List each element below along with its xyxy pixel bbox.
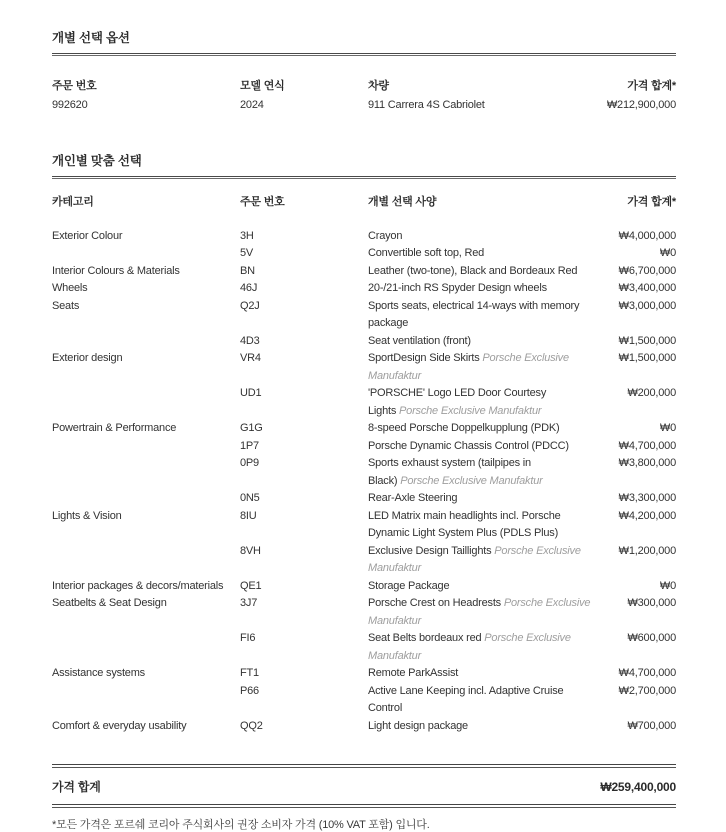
option-desc: 8-speed Porsche Doppelkupplung (PDK) [368, 422, 560, 434]
option-code: 1P7 [240, 439, 259, 452]
grand-total-row [52, 768, 676, 804]
option-desc: Porsche Crest on Headrests [368, 597, 501, 609]
section-title-individual-options: 개별 선택 옵션 [52, 31, 130, 45]
option-manufaktur-tag: Porsche Exclusive Manufaktur [368, 544, 581, 574]
option-desc-cell [368, 245, 592, 263]
option-category: Powertrain & Performance [52, 422, 177, 434]
option-desc-cell [368, 385, 592, 420]
option-desc-cell [368, 665, 592, 683]
option-price: ₩4,000,000 [618, 229, 676, 242]
option-desc: 'PORSCHE' Logo LED Door Courtesy Lights [368, 387, 547, 417]
vehicle-name-value: 911 Carrera 4S Cabriolet [368, 98, 485, 111]
section-divider [52, 53, 676, 56]
grand-total-label: 가격 합계 [52, 780, 101, 794]
option-row [52, 630, 676, 665]
option-price: ₩0 [659, 247, 676, 259]
option-desc-cell [368, 333, 592, 351]
option-desc: Leather (two-tone), Black and Bordeaux Red [368, 264, 578, 277]
option-desc-cell [368, 438, 592, 456]
option-category: Assistance systems [52, 667, 145, 679]
option-price: ₩1,500,000 [618, 334, 676, 347]
option-price: ₩4,700,000 [618, 439, 676, 452]
option-category: Interior packages & decors/materials [52, 579, 224, 592]
option-desc: Sports exhaust system (tailpipes in Black) [368, 457, 531, 487]
option-desc-cell [368, 543, 592, 578]
option-price: ₩3,000,000 [618, 299, 676, 312]
vehicle-summary-data-row [52, 97, 676, 115]
option-code: FT1 [240, 667, 259, 679]
option-price: ₩700,000 [627, 719, 676, 732]
options-table-body [52, 228, 676, 736]
option-code: QE1 [240, 579, 262, 592]
option-code: P66 [240, 684, 259, 697]
option-desc-cell [368, 280, 592, 298]
option-code: FI6 [240, 632, 256, 644]
option-desc: Porsche Dynamic Chassis Control (PDCC) [368, 439, 569, 452]
order-number-value: 992620 [52, 98, 88, 111]
section-title-custom-options: 개인별 맞춤 선택 [52, 154, 142, 168]
option-code: Q2J [240, 299, 260, 312]
option-price: ₩6,700,000 [618, 264, 676, 277]
option-desc: Seat ventilation (front) [368, 334, 471, 347]
option-code: 0P9 [240, 457, 259, 469]
option-desc-cell [368, 228, 592, 246]
option-manufaktur-tag: Porsche Exclusive Manufaktur [368, 597, 591, 627]
option-desc-cell [368, 298, 592, 333]
option-desc-cell [368, 420, 592, 438]
option-desc: Convertible soft top, Red [368, 247, 485, 259]
col-header-category: 카테고리 [52, 196, 94, 208]
model-year-value: 2024 [240, 98, 264, 111]
option-desc: LED Matrix main headlights incl. Porsche Dynamic Light System Plus (PDLS Plus) [368, 509, 561, 539]
option-code: 8VH [240, 544, 261, 557]
option-code: BN [240, 264, 255, 277]
totals-divider-bottom [52, 804, 676, 808]
option-row [52, 665, 676, 683]
col-header-order-number: 주문 번호 [52, 80, 97, 92]
option-code: 8IU [240, 509, 257, 522]
option-row [52, 683, 676, 718]
col-header-price-total: 가격 합계* [627, 80, 676, 92]
option-desc: Active Lane Keeping incl. Adaptive Cruise Control [368, 684, 564, 714]
col-header-option-code: 주문 번호 [240, 196, 285, 208]
section-vehicle-summary [52, 28, 676, 114]
option-code: UD1 [240, 387, 262, 399]
option-category: Wheels [52, 282, 88, 294]
option-category: Exterior design [52, 352, 123, 364]
vehicle-price-value: ₩212,900,000 [606, 98, 676, 111]
option-row [52, 280, 676, 298]
options-table-header-row [52, 194, 676, 212]
option-desc: Rear-Axle Steering [368, 492, 458, 504]
option-price: ₩3,300,000 [618, 492, 676, 504]
option-row [52, 718, 676, 736]
option-row [52, 508, 676, 543]
option-row [52, 245, 676, 263]
section-divider [52, 176, 676, 179]
option-code: G1G [240, 422, 263, 434]
option-price: ₩3,400,000 [618, 282, 676, 294]
option-row [52, 543, 676, 578]
option-row [52, 420, 676, 438]
option-manufaktur-tag: Porsche Exclusive Manufaktur [397, 474, 543, 487]
option-price: ₩0 [659, 422, 676, 434]
option-row [52, 350, 676, 385]
grand-total-value: ₩259,400,000 [600, 779, 676, 794]
option-row [52, 490, 676, 508]
option-row [52, 385, 676, 420]
option-code: 0N5 [240, 492, 260, 504]
option-row [52, 455, 676, 490]
option-desc-cell [368, 595, 592, 630]
option-code: QQ2 [240, 719, 263, 732]
option-desc: Sports seats, electrical 14-ways with memory package [368, 299, 580, 329]
option-code: 3J7 [240, 597, 258, 609]
option-desc-cell [368, 455, 592, 490]
option-price: ₩0 [659, 579, 676, 592]
option-price: ₩200,000 [627, 387, 676, 399]
option-desc-cell [368, 630, 592, 665]
option-category: Comfort & everyday usability [52, 719, 187, 732]
option-desc-cell [368, 578, 592, 596]
option-code: VR4 [240, 352, 261, 364]
col-header-option-desc: 개별 선택 사양 [368, 196, 437, 208]
option-manufaktur-tag: Porsche Exclusive Manufaktur [368, 352, 569, 382]
option-category: Exterior Colour [52, 229, 123, 242]
section-custom-options [52, 151, 676, 735]
option-desc: Storage Package [368, 579, 450, 592]
option-desc: Light design package [368, 719, 468, 732]
option-row [52, 298, 676, 333]
option-row [52, 333, 676, 351]
option-manufaktur-tag: Porsche Exclusive Manufaktur [368, 632, 571, 662]
option-desc: Exclusive Design Taillights [368, 544, 492, 557]
col-header-option-price: 가격 합계* [627, 196, 676, 208]
option-desc-cell [368, 718, 592, 736]
option-price: ₩1,200,000 [618, 544, 676, 557]
option-desc: Seat Belts bordeaux red [368, 632, 482, 644]
option-desc-cell [368, 350, 592, 385]
option-code: 3H [240, 229, 254, 242]
option-row [52, 578, 676, 596]
option-code: 4D3 [240, 334, 260, 347]
option-price: ₩4,700,000 [618, 667, 676, 679]
option-code: 46J [240, 282, 258, 294]
option-desc-cell [368, 683, 592, 718]
vat-footnote: *모든 가격은 포르쉐 코리아 주식회사의 권장 소비자 가격 (10% VAT 포함) 입니다. [52, 819, 430, 831]
option-row [52, 595, 676, 630]
option-desc-cell [368, 490, 592, 508]
option-row [52, 228, 676, 246]
option-row [52, 263, 676, 281]
option-price: ₩4,200,000 [618, 509, 676, 522]
vehicle-summary-header-row [52, 78, 676, 96]
option-desc: Remote ParkAssist [368, 667, 459, 679]
option-row [52, 438, 676, 456]
option-category: Interior Colours & Materials [52, 264, 180, 277]
option-price: ₩300,000 [627, 597, 676, 609]
option-category: Seatbelts & Seat Design [52, 597, 167, 609]
col-header-vehicle: 차량 [368, 80, 389, 92]
option-desc: 20-/21-inch RS Spyder Design wheels [368, 282, 547, 294]
option-desc-cell [368, 508, 592, 543]
option-category: Lights & Vision [52, 509, 122, 522]
option-price: ₩3,800,000 [618, 457, 676, 469]
option-price: ₩600,000 [627, 632, 676, 644]
option-desc: Crayon [368, 229, 403, 242]
option-code: 5V [240, 247, 254, 259]
totals-section [52, 764, 676, 832]
option-price: ₩1,500,000 [618, 352, 676, 364]
option-desc: SportDesign Side Skirts [368, 352, 480, 364]
option-price: ₩2,700,000 [618, 684, 676, 697]
option-desc-cell [368, 263, 592, 281]
col-header-model-year: 모델 연식 [240, 80, 285, 92]
option-manufaktur-tag: Porsche Exclusive Manufaktur [396, 404, 542, 417]
option-category: Seats [52, 299, 80, 312]
